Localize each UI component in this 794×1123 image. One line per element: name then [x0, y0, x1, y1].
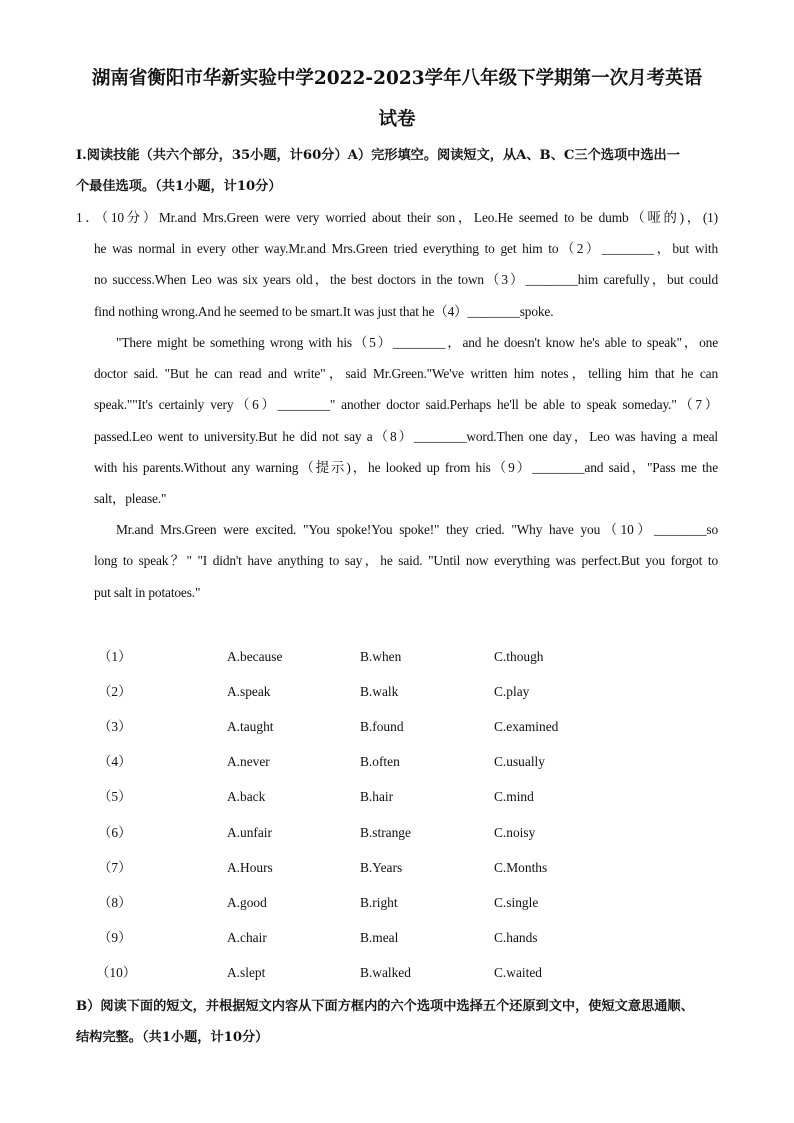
- option-a: A.speak: [227, 684, 271, 699]
- passage-line-2: he was normal in every other way.Mr.and Mrs.Green tried everything to get him to（2）________，but with: [94, 241, 718, 256]
- option-b: B.walk: [360, 684, 399, 699]
- passage-line-11: Mr.and Mrs.Green were excited. "You spoke!You spoke!" they cried. "Why have you（10）________so: [116, 522, 718, 537]
- option-a: A.slept: [227, 965, 266, 980]
- option-number: （1）: [98, 649, 132, 664]
- passage-line-12: long to speak？" "I didn't have anything to say，he said. "Until now everything was perfect.But you forgot to: [94, 553, 718, 568]
- passage-line-7: speak.""It's certainly very（6）________" another doctor said.Perhaps he'll be able to speak someday."（7）: [94, 397, 718, 412]
- option-a: A.never: [227, 754, 270, 769]
- option-c: C.mind: [494, 789, 534, 804]
- passage-line-9: with his parents.Without any warning（提示)，he looked up from his（9）________and said，"Pass me the: [94, 460, 718, 475]
- option-b: B.when: [360, 649, 402, 664]
- option-c: C.Months: [494, 860, 548, 875]
- option-number: （4）: [98, 754, 132, 769]
- passage-line-1: 1．（10分）Mr.and Mrs.Green were very worried about their son，Leo.He seemed to be dumb（哑的)，(1): [76, 210, 718, 225]
- option-c: C.though: [494, 649, 544, 664]
- option-a: A.good: [227, 895, 267, 910]
- section-2-instruction-line-2: 结构完整。（共1小题，计10分）: [76, 1030, 269, 1045]
- option-b: B.found: [360, 719, 404, 734]
- option-c: C.play: [494, 684, 530, 699]
- passage-line-13: put salt in potatoes.": [94, 585, 201, 600]
- passage-line-4: find nothing wrong.And he seemed to be smart.It was just that he（4）________spoke.: [94, 304, 554, 319]
- option-b: B.hair: [360, 789, 394, 804]
- option-c: C.examined: [494, 719, 559, 734]
- option-number: （2）: [98, 684, 132, 699]
- option-a: A.Hours: [227, 860, 273, 875]
- option-b: B.meal: [360, 930, 399, 945]
- option-number: （7）: [98, 860, 132, 875]
- option-c: C.usually: [494, 754, 545, 769]
- option-a: A.chair: [227, 930, 267, 945]
- option-number: （5）: [98, 789, 132, 804]
- option-number: （10）: [96, 965, 137, 980]
- option-number: （6）: [98, 825, 132, 840]
- passage-line-10: salt，please.": [94, 491, 167, 506]
- option-number: （8）: [98, 895, 132, 910]
- option-b: B.often: [360, 754, 400, 769]
- section-1-instruction-line-2: 个最佳选项。（共1小题，计10分）: [76, 179, 282, 194]
- passage-line-5: "There might be something wrong with his（5）________，and he doesn't know he's able to speak"，one: [116, 335, 718, 350]
- option-c: C.single: [494, 895, 539, 910]
- passage-line-8: passed.Leo went to university.But he did not say a（8）________word.Then one day，Leo was having a meal: [94, 429, 718, 444]
- option-c: C.noisy: [494, 825, 536, 840]
- passage-line-6: doctor said. "But he can read and write"，said Mr.Green."We've written him notes，telling him that he can: [94, 366, 718, 381]
- option-b: B.right: [360, 895, 398, 910]
- option-b: B.Years: [360, 860, 403, 875]
- document-title-line-2: 试卷: [378, 109, 416, 130]
- option-number: （3）: [98, 719, 132, 734]
- option-a: A.because: [227, 649, 283, 664]
- option-a: A.taught: [227, 719, 274, 734]
- section-2-instruction-line-1: B）阅读下面的短文，并根据短文内容从下面方框内的六个选项中选择五个还原到文中，使短文意思通顺、: [76, 999, 694, 1014]
- section-1-instruction-line-1: I.阅读技能（共六个部分，35小题，计60分）A）完形填空。阅读短文，从A、B、C三个选项中选出一: [76, 148, 680, 163]
- option-number: （9）: [98, 930, 132, 945]
- option-b: B.strange: [360, 825, 411, 840]
- option-a: A.back: [227, 789, 266, 804]
- option-c: C.waited: [494, 965, 542, 980]
- option-b: B.walked: [360, 965, 411, 980]
- document-title-line-1: 湖南省衡阳市华新实验中学2022-2023学年八年级下学期第一次月考英语: [91, 68, 703, 89]
- option-a: A.unfair: [227, 825, 272, 840]
- passage-line-3: no success.When Leo was six years old，the best doctors in the town（3）________him carefully，but could: [94, 272, 718, 287]
- option-c: C.hands: [494, 930, 538, 945]
